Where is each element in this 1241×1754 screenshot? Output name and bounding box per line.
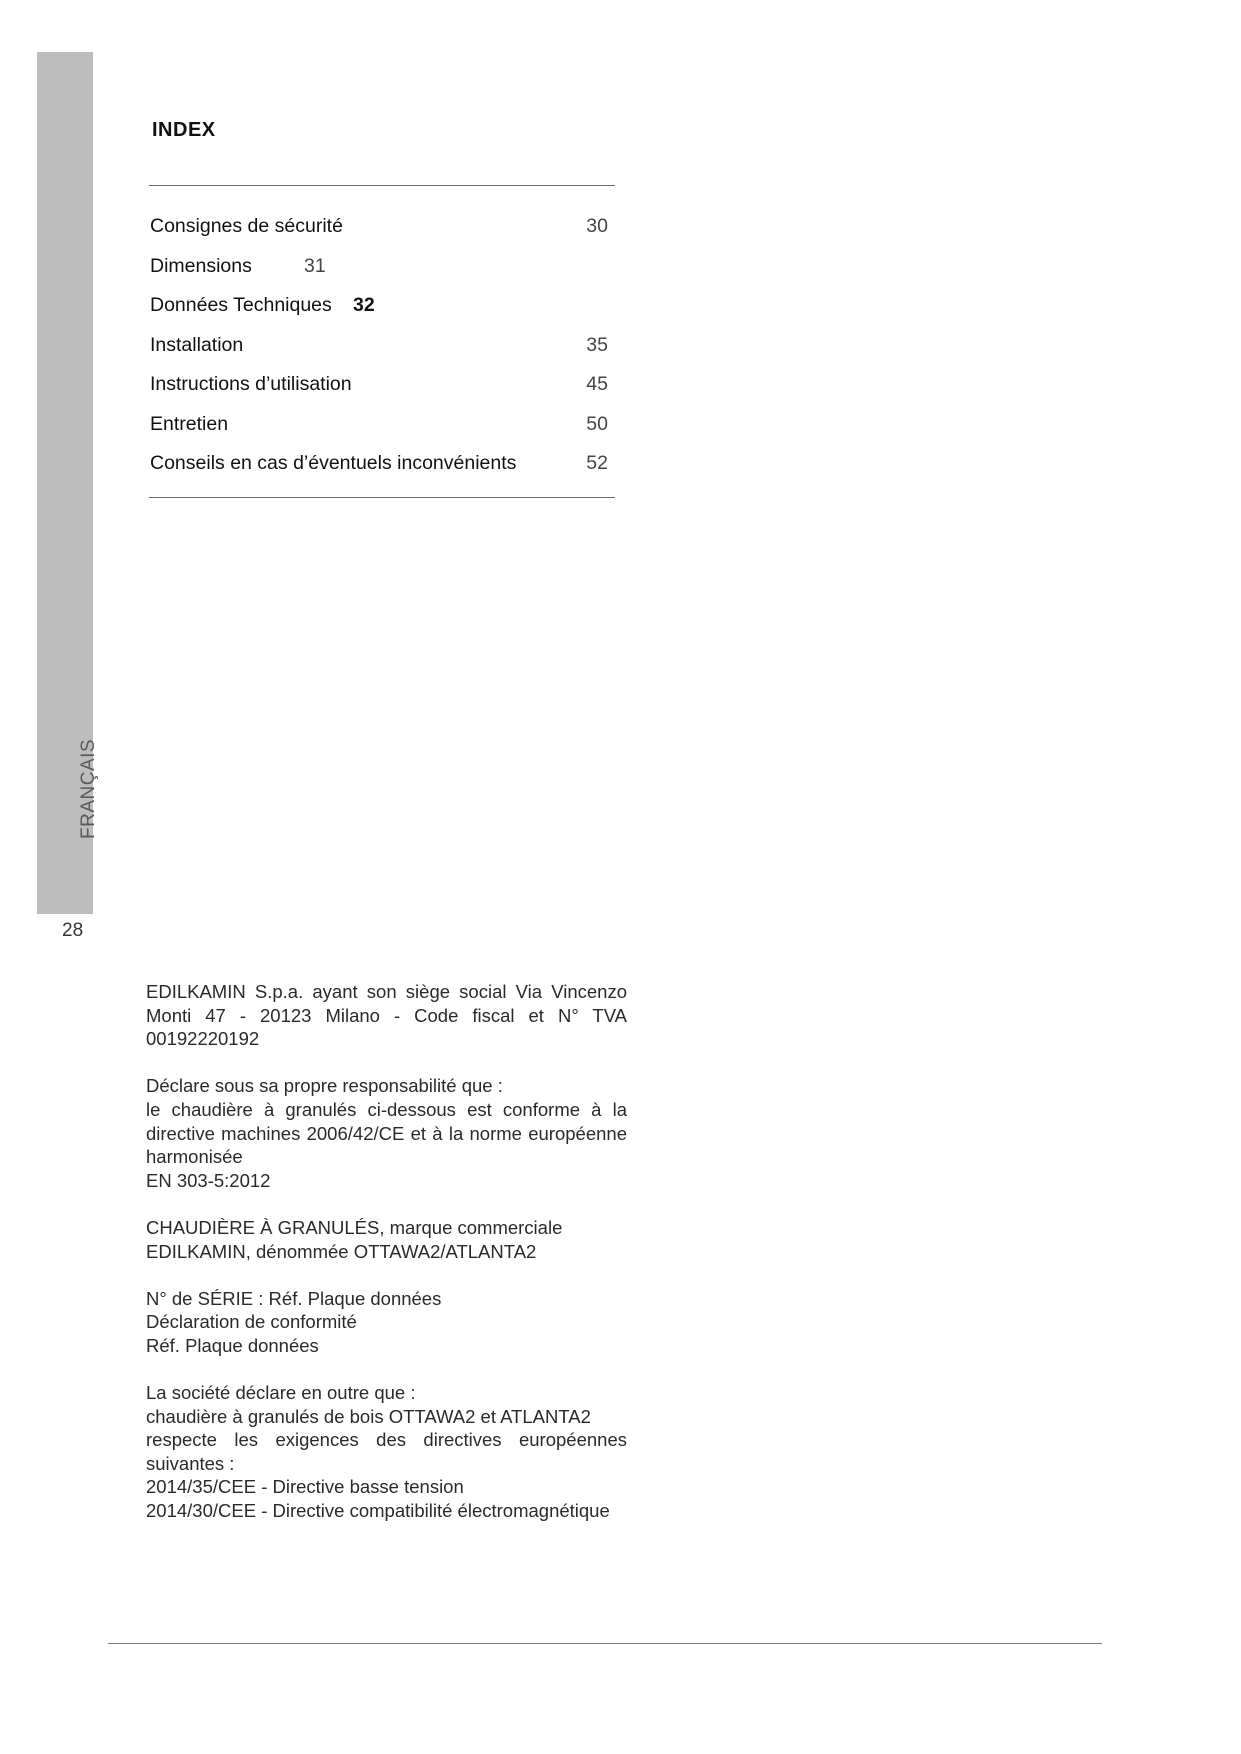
toc-entry-troubleshooting[interactable]	[150, 449, 610, 489]
product-paragraph	[146, 1216, 627, 1263]
toc-entry-page: 52	[586, 452, 608, 474]
toc-entry-label: Données Techniques	[150, 294, 332, 316]
toc-entry-dimensions[interactable]	[150, 252, 610, 292]
language-label: FRANÇAIS	[78, 738, 99, 839]
toc-entry-label: Consignes de sécurité	[150, 215, 343, 237]
toc-entry-technical-data[interactable]	[150, 291, 610, 331]
footer-rule	[108, 1643, 1102, 1644]
index-title: INDEX	[152, 119, 216, 141]
toc-entry-page: 30	[586, 215, 608, 237]
toc-entry-label: Dimensions	[150, 254, 252, 277]
toc-entry-installation[interactable]	[150, 331, 610, 371]
index-bottom-rule	[149, 497, 615, 498]
toc-entry-page: 31	[304, 254, 326, 277]
directive-line: 2014/30/CEE - Directive compatibilité électromagnétique	[146, 1500, 610, 1522]
serial-line: N° de SÉRIE : Réf. Plaque données	[146, 1287, 442, 1309]
declaration-intro: Déclare sous sa propre responsabilité que :	[146, 1075, 503, 1097]
toc-entry-page: 35	[586, 333, 608, 356]
declaration-of-conformity	[146, 980, 627, 1546]
toc-entry-label: Conseils en cas d’éventuels inconvénients	[150, 452, 517, 474]
toc-entry-maintenance[interactable]	[150, 410, 610, 450]
product-line: EDILKAMIN, dénommée OTTAWA2/ATLANTA2	[146, 1240, 537, 1262]
page-number: 28	[62, 920, 84, 941]
toc-entry-page: 45	[586, 373, 608, 395]
index-top-rule	[149, 185, 615, 186]
toc-entry-label: Instructions d’utilisation	[150, 373, 352, 395]
toc-entry-safety[interactable]	[150, 212, 610, 252]
company-statement: EDILKAMIN S.p.a. ayant son siège social Via Vincenzo Monti 47 - 20123 Milano - Code fiscal et N° TVA 00192220192	[146, 981, 627, 1050]
toc-entry-instructions[interactable]	[150, 370, 610, 410]
table-of-contents	[150, 212, 610, 489]
serial-paragraph	[146, 1287, 627, 1358]
directive-line: 2014/35/CEE - Directive basse tension	[146, 1476, 464, 1498]
declaration-body: le chaudière à granulés ci-dessous est conforme à la directive machines 2006/42/CE et à la norme européenne harmonisée	[146, 1098, 627, 1168]
toc-entry-label: Installation	[150, 333, 244, 356]
toc-entry-label: Entretien	[150, 412, 229, 435]
declaration-standard: EN 303-5:2012	[146, 1169, 271, 1191]
toc-entry-page: 50	[586, 412, 608, 435]
further-line: chaudière à granulés de bois OTTAWA2 et ATLANTA2	[146, 1405, 591, 1427]
further-declaration-paragraph	[146, 1381, 627, 1523]
product-line: CHAUDIÈRE À GRANULÉS, marque commerciale	[146, 1216, 563, 1238]
serial-line: Déclaration de conformité	[146, 1311, 357, 1333]
further-body: respecte les exigences des directives européennes suivantes :	[146, 1429, 627, 1474]
further-intro: La société déclare en outre que :	[146, 1382, 416, 1404]
toc-entry-page: 32	[353, 294, 375, 316]
declaration-paragraph	[146, 1074, 627, 1192]
serial-line: Réf. Plaque données	[146, 1334, 319, 1356]
